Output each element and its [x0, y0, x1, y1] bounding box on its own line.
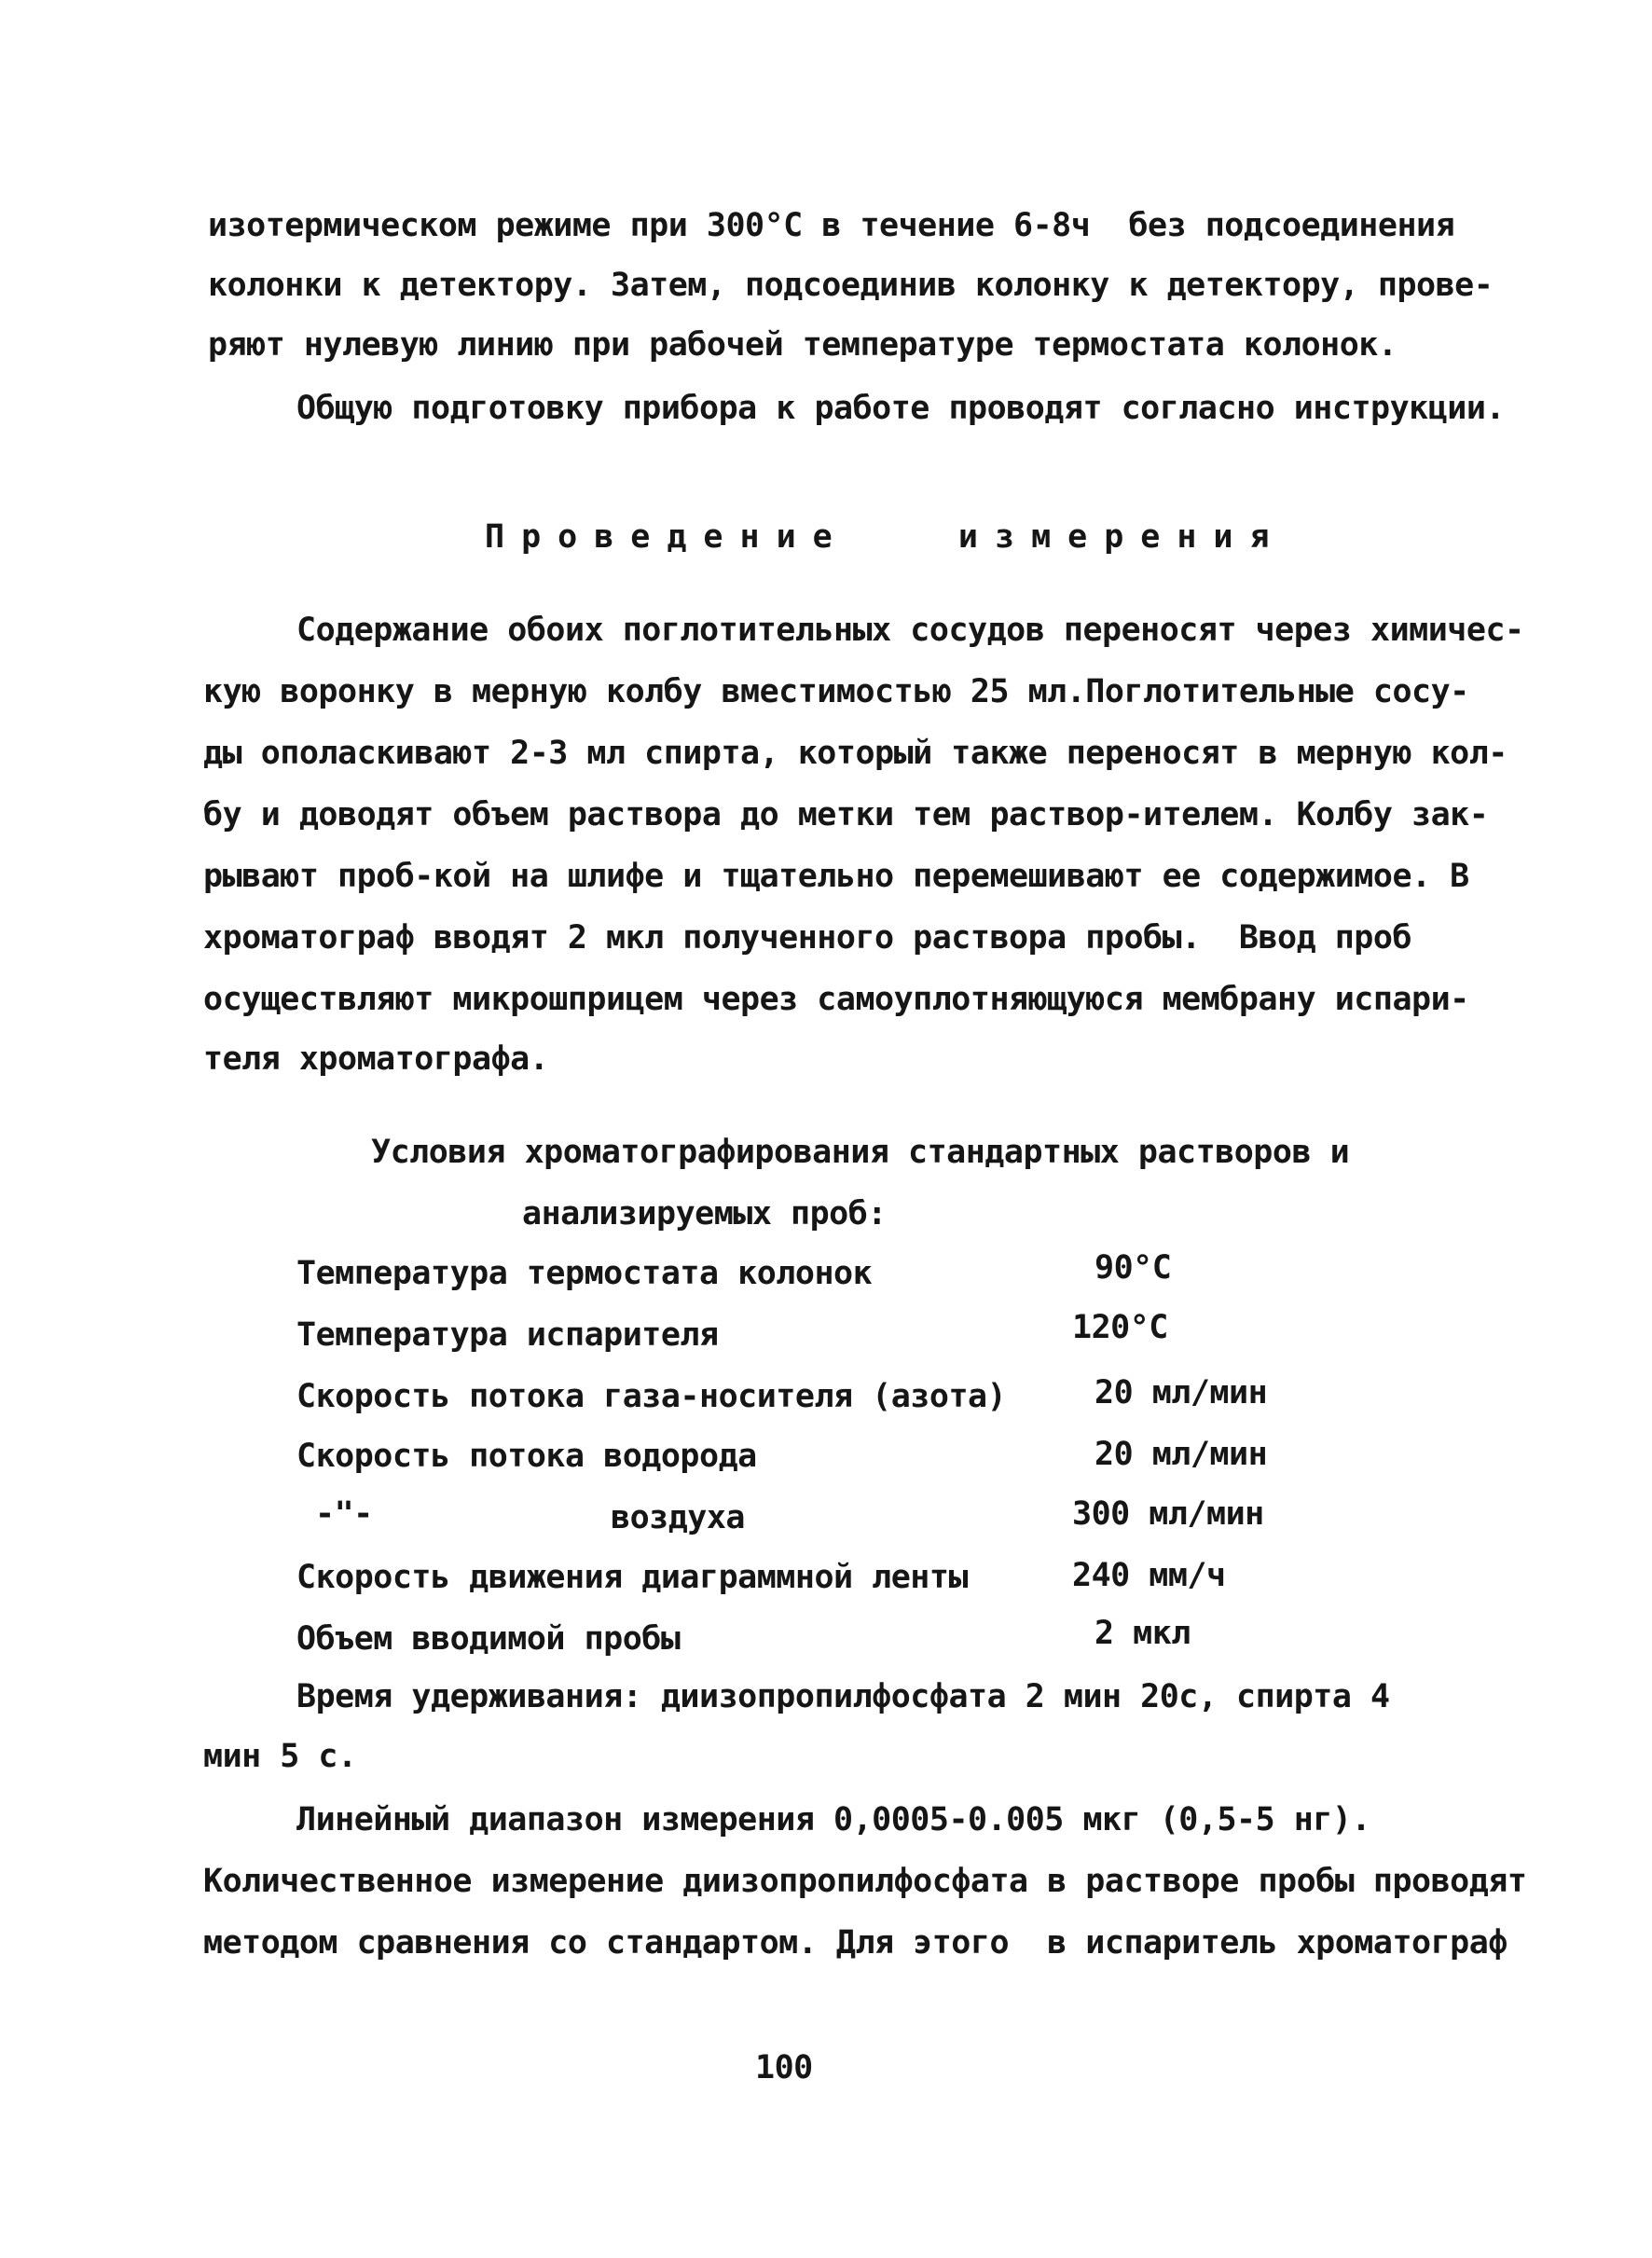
condition-value-chart-speed: 240 мм/ч: [1072, 1557, 1226, 1594]
paragraph-2-line-1: Содержание обоих поглотительных сосудов переносят через химичес-: [296, 612, 1524, 649]
condition-value-air-flow: 300 мл/мин: [1072, 1495, 1264, 1533]
condition-label-air: воздуха: [611, 1499, 746, 1536]
condition-value-sample-volume: 2 мкл: [1094, 1615, 1191, 1652]
paragraph-2-line-6: хроматограф вводят 2 мкл полученного раствора пробы. Ввод проб: [203, 919, 1412, 957]
condition-label-ditto-mark: -"-: [315, 1495, 373, 1533]
condition-label-vaporizer-temperature: Температура испарителя: [296, 1316, 719, 1354]
paragraph-2-line-3: ды ополаскивают 2-3 мл спирта, который также переносят в мерную кол-: [203, 735, 1507, 772]
paragraph-2-line-8: теля хроматографа.: [203, 1040, 549, 1078]
paragraph-2-line-4: бу и доводят объем раствора до метки тем раствор-ителем. Колбу зак-: [203, 796, 1489, 833]
paragraph-1-line-2: колонки к детектору. Затем, подсоединив колонку к детектору, прове-: [208, 267, 1494, 304]
conditions-title-line-1: Условия хроматографирования стандартных растворов и: [371, 1134, 1350, 1171]
condition-label-hydrogen-flow: Скорость потока водорода: [296, 1438, 757, 1475]
paragraph-1-line-1: изотермическом режиме при 300°С в течение 6-8ч без подсоединения: [208, 207, 1455, 244]
paragraph-3-line-1: Время удерживания: диизопропилфосфата 2 мин 20с, спирта 4: [296, 1678, 1390, 1715]
paragraph-4-line-1: Линейный диапазон измерения 0,0005-0.005 мкг (0,5-5 нг).: [296, 1801, 1371, 1838]
paragraph-1-line-3: ряют нулевую линию при рабочей температуре термостата колонок.: [208, 326, 1397, 364]
paragraph-1-line-4: Общую подготовку прибора к работе проводят согласно инструкции.: [296, 390, 1506, 427]
page-number: 100: [755, 2049, 813, 2086]
paragraph-2-line-2: кую воронку в мерную колбу вместимостью 25 мл.Поглотительные сосу-: [203, 673, 1469, 710]
paragraph-3-line-2: мин 5 с.: [203, 1738, 357, 1775]
condition-value-hydrogen-flow: 20 мл/мин: [1094, 1436, 1268, 1473]
paragraph-4-line-3: методом сравнения со стандартом. Для этого в испаритель хроматограф: [203, 1924, 1507, 1962]
section-heading: Проведение измерения: [485, 518, 1287, 556]
condition-label-sample-volume: Объем вводимой пробы: [296, 1620, 681, 1658]
condition-value-vaporizer-temperature: 120°С: [1072, 1309, 1168, 1346]
condition-label-carrier-gas-flow: Скорость потока газа-носителя (азота): [296, 1378, 1007, 1415]
condition-value-column-temperature: 90°С: [1094, 1249, 1172, 1287]
paragraph-4-line-2: Количественное измерение диизопропилфосфата в растворе пробы проводят: [203, 1863, 1527, 1900]
condition-label-column-temperature: Температура термостата колонок: [296, 1255, 873, 1292]
paragraph-2-line-7: осуществляют микрошприцем через самоуплотняющуюся мембрану испари-: [203, 981, 1469, 1018]
paragraph-2-line-5: рывают проб-кой на шлифе и тщательно перемешивают ее содержимое. В: [203, 858, 1469, 895]
condition-value-carrier-gas-flow: 20 мл/мин: [1094, 1374, 1268, 1411]
conditions-title-line-2: анализируемых проб:: [522, 1195, 887, 1232]
condition-label-chart-speed: Скорость движения диаграммной ленты: [296, 1559, 969, 1596]
